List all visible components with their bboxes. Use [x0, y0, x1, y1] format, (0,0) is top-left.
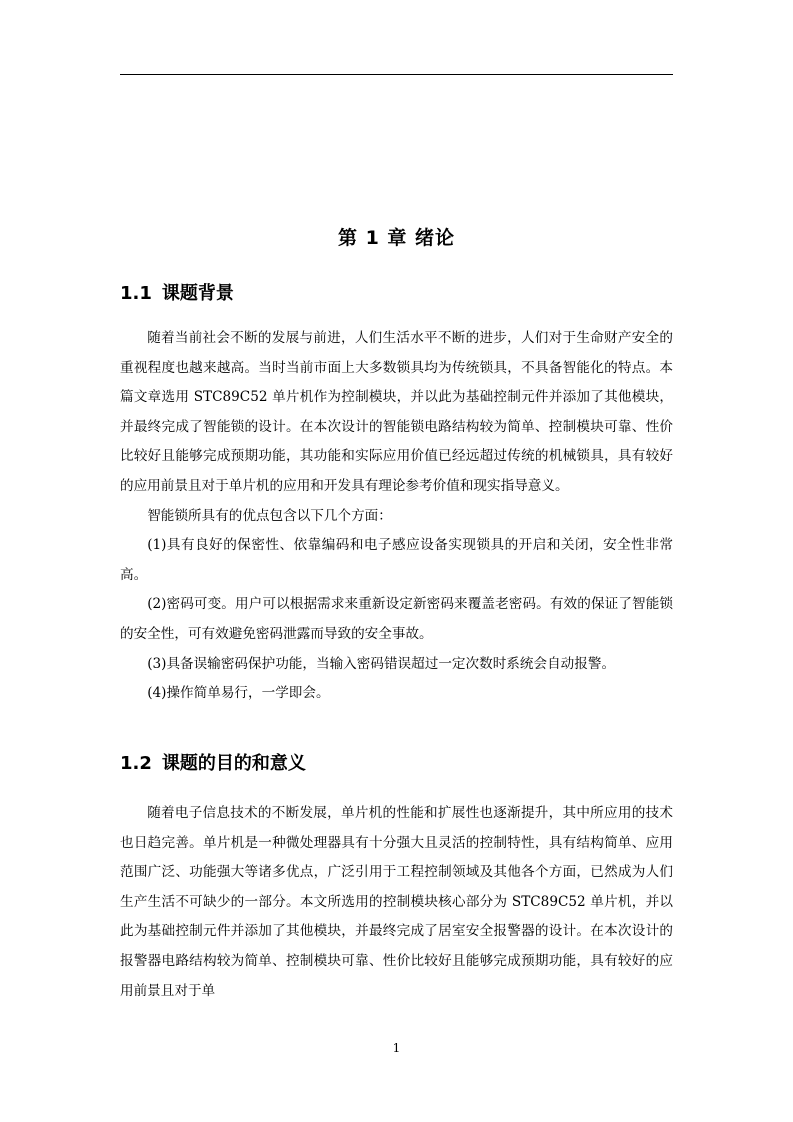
header-rule — [120, 74, 673, 75]
section-heading-1-1 — [120, 282, 680, 306]
section-title-text: 课题背景 — [161, 283, 234, 304]
chapter-title: 第 1 章 绪论 — [337, 227, 456, 249]
paragraph: 随着当前社会不断的发展与前进，人们生活水平不断的进步，人们对于生命财产安全的重视程度也越来越高。当时当前市面上大多数锁具均为传统锁具，不具备智能化的特点。本篇文章选用 STC89C52 单片机作为控制模块，并以此为基础控制元件并添加了其他模块，并最终完成了智能锁的设计。在本次设计的智能锁电路结构较为简单、控制模块可靠、性价比较好且能够完成预期功能，其功能和实际应用价值已经远超过传统的机械锁具，具有较好的应用前景且对于单片机的应用和开发具有理论参考价值和现实指导意义。 — [120, 330, 673, 494]
paragraph: 随着电子信息技术的不断发展，单片机的性能和扩展性也逐渐提升，其中所应用的技术也日趋完善。单片机是一种微处理器具有十分强大且灵活的控制特性，具有结构简单、应用范围广泛、功能强大等诸多优点，广泛引用于工程控制领域及其他各个方面，已然成为人们生产生活不可缺少的一部分。本文所选用的控制模块核心部分为 STC89C52 单片机，并以此为基础控制元件并添加了其他模块，并最终完成了居室安全报警器的设计。在本次设计的报警器电路结构较为简单、控制模块可靠、性价比较好且能够完成预期功能，具有较好的应用前景且对于单 — [120, 805, 673, 999]
section-title-text: 课题的目的和意义 — [161, 753, 306, 774]
list-item: (3)具备误输密码保护功能，当输入密码错误超过一定次数时系统会自动报警。 — [147, 655, 616, 672]
section-body-1-2 — [120, 799, 673, 1006]
page-number: 1 — [392, 1041, 401, 1055]
section-number: 1.2 — [120, 753, 152, 774]
section-heading-1-2 — [120, 752, 680, 776]
list-item: (2)密码可变。用户可以根据需求来重新设定新密码来覆盖老密码。有效的保证了智能锁的安全性，可有效避免密码泄露而导致的安全事故。 — [120, 596, 673, 642]
section-body-1-1 — [120, 324, 673, 709]
paragraph: 智能锁所具有的优点包含以下几个方面： — [147, 507, 392, 524]
list-item: (1)具有良好的保密性、依靠编码和电子感应设备实现锁具的开启和关闭，安全性非常高。 — [120, 537, 673, 583]
list-item: (4)操作简单易行，一学即会。 — [147, 685, 330, 702]
section-number: 1.1 — [120, 283, 152, 304]
